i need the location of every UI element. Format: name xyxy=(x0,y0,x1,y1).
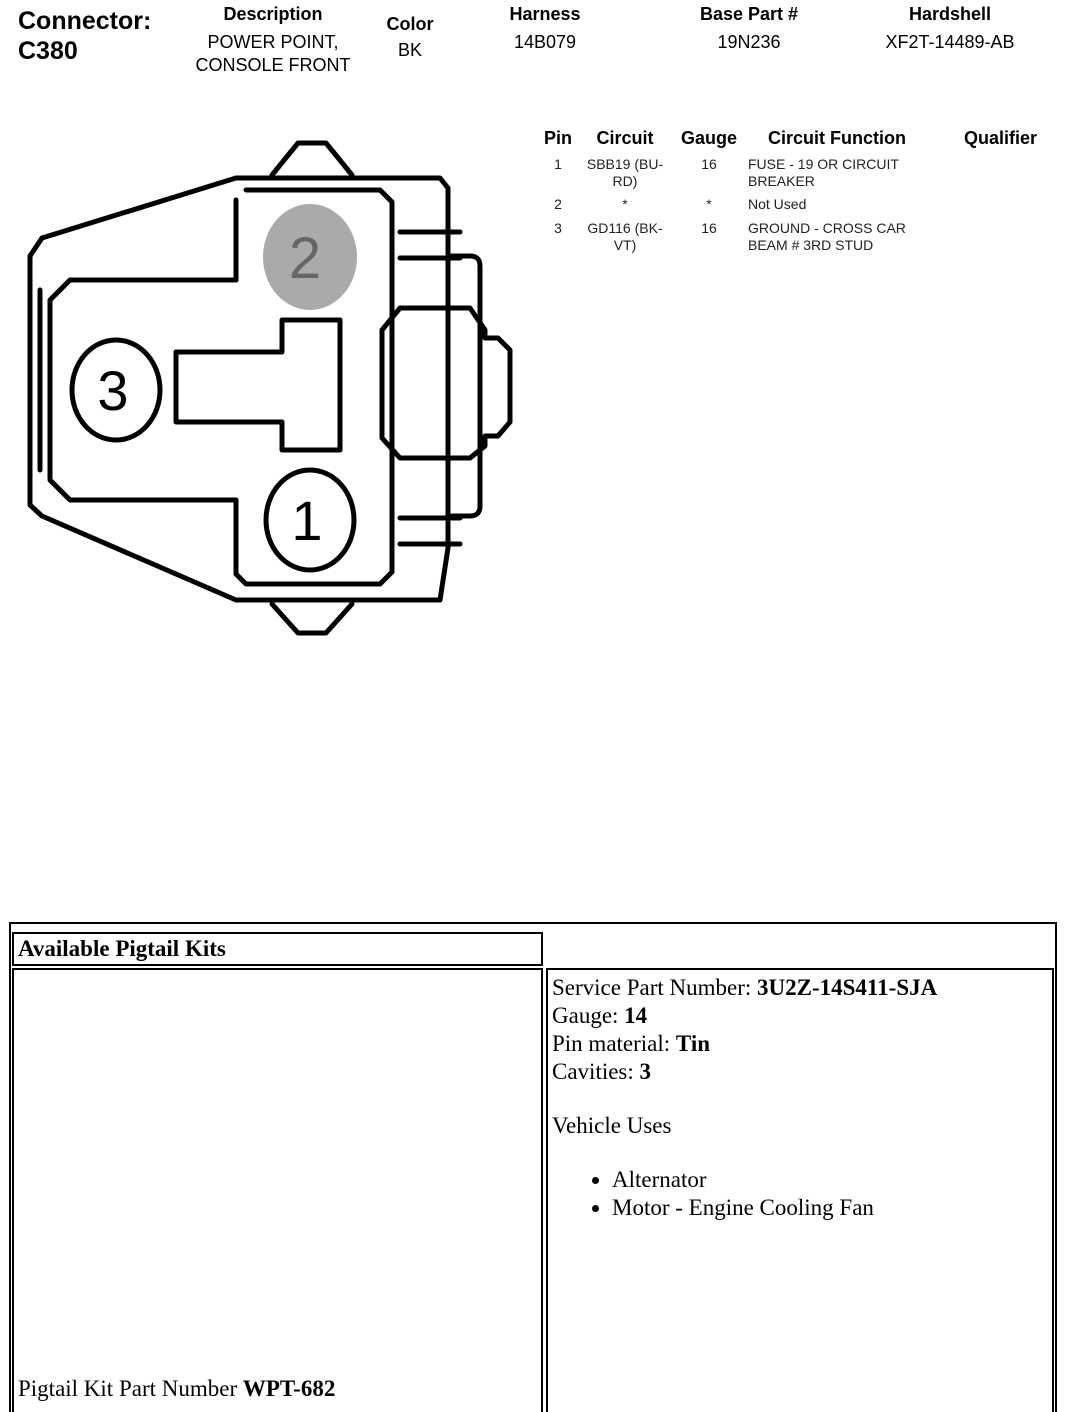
pin-material-row xyxy=(552,1030,937,1058)
gauge-cell: 16 xyxy=(701,156,717,172)
circuit-cell xyxy=(580,156,670,190)
harness-label: Harness xyxy=(509,4,581,24)
right-key xyxy=(452,256,480,516)
pin-material-value: Tin xyxy=(675,1031,711,1056)
pin-number: 2 xyxy=(554,196,562,212)
function-cell xyxy=(748,220,948,254)
connector-label: Connector: xyxy=(18,7,152,35)
header-hardshell xyxy=(860,3,1040,54)
color-label: Color xyxy=(386,14,434,34)
pin-3-label: 3 xyxy=(97,359,129,422)
pin-column-header: Pin xyxy=(543,128,572,148)
pin-material-label: Pin material: xyxy=(552,1031,676,1056)
circuit-column-header: Circuit xyxy=(596,128,654,148)
function-line: BEAM # 3RD STUD xyxy=(748,237,874,253)
function-cell xyxy=(748,156,948,190)
pin-number: 3 xyxy=(554,220,562,236)
pigtail-kit-label: Pigtail Kit Part Number xyxy=(18,1376,243,1401)
qualifier-column-header: Qualifier xyxy=(964,128,1038,148)
table-row xyxy=(536,196,1056,220)
gauge-value: 14 xyxy=(624,1003,648,1028)
circuit-line: VT) xyxy=(613,237,637,253)
cavities-value: 3 xyxy=(639,1059,652,1084)
pin-2-label: 2 xyxy=(288,226,322,291)
function-line: FUSE - 19 OR CIRCUIT xyxy=(748,156,899,172)
pin-table xyxy=(536,128,1056,260)
gauge-row xyxy=(552,1002,937,1030)
description-label: Description xyxy=(223,4,323,24)
pin-1-label: 1 xyxy=(291,489,323,552)
connector-face-diagram xyxy=(20,130,520,640)
function-column-header: Circuit Function xyxy=(768,128,906,148)
gauge-label: Gauge: xyxy=(552,1003,625,1028)
bottom-latch-tab xyxy=(272,604,352,633)
service-part-row xyxy=(552,974,937,1002)
gauge-cell: 16 xyxy=(701,220,717,236)
header-base-part xyxy=(674,3,824,54)
cavities-row xyxy=(552,1058,937,1086)
list-item: • Alternator xyxy=(612,1166,937,1194)
circuit-line: RD) xyxy=(612,173,638,189)
color-value: BK xyxy=(397,40,422,60)
base-part-value: 19N236 xyxy=(717,32,781,52)
service-part-label: Service Part Number: xyxy=(552,975,758,1000)
vehicle-uses-title: Vehicle Uses xyxy=(552,1113,672,1138)
pigtail-kit-value: WPT-682 xyxy=(242,1376,336,1401)
header-color xyxy=(370,13,450,62)
connector-title xyxy=(18,6,151,66)
gauge-column-header: Gauge xyxy=(680,128,737,148)
function-cell: Not Used xyxy=(748,196,807,212)
service-part-value: 3U2Z-14S411-SJA xyxy=(757,975,938,1000)
circuit-line: SBB19 (BU- xyxy=(586,156,664,172)
list-item: • Motor - Engine Cooling Fan xyxy=(612,1194,937,1222)
table-row xyxy=(536,156,1056,196)
base-part-label: Base Part # xyxy=(699,4,799,24)
gauge-cell: * xyxy=(706,196,712,212)
description-value-line-2: CONSOLE FRONT xyxy=(195,55,351,75)
hardshell-label: Hardshell xyxy=(908,4,992,24)
cavities-label: Cavities: xyxy=(552,1059,640,1084)
pigtail-kit-number xyxy=(18,1376,335,1402)
right-rib-bottom xyxy=(400,518,460,544)
circuit-cell xyxy=(580,220,670,254)
pin-table-header xyxy=(536,128,1056,152)
circuit-cell: * xyxy=(622,196,628,212)
description-value-line-1: POWER POINT, xyxy=(207,32,339,52)
pin-number: 1 xyxy=(554,156,562,172)
pigtail-details-panel xyxy=(546,968,1054,1412)
function-line: BREAKER xyxy=(748,173,815,189)
pigtail-kit-panel xyxy=(12,968,543,1412)
header-harness xyxy=(480,3,610,54)
function-line: GROUND - CROSS CAR xyxy=(748,220,906,236)
header-description xyxy=(178,3,368,77)
hardshell-value: XF2T-14489-AB xyxy=(885,32,1015,52)
vehicle-uses-list xyxy=(552,1166,937,1222)
center-key xyxy=(176,320,340,450)
top-latch-tab xyxy=(272,143,352,175)
table-row xyxy=(536,220,1056,260)
connector-id: C380 xyxy=(18,37,78,65)
pigtail-title: Available Pigtail Kits xyxy=(12,932,543,966)
pigtail-details xyxy=(552,974,937,1222)
harness-value: 14B079 xyxy=(513,32,577,52)
circuit-line: GD116 (BK- xyxy=(587,220,663,236)
